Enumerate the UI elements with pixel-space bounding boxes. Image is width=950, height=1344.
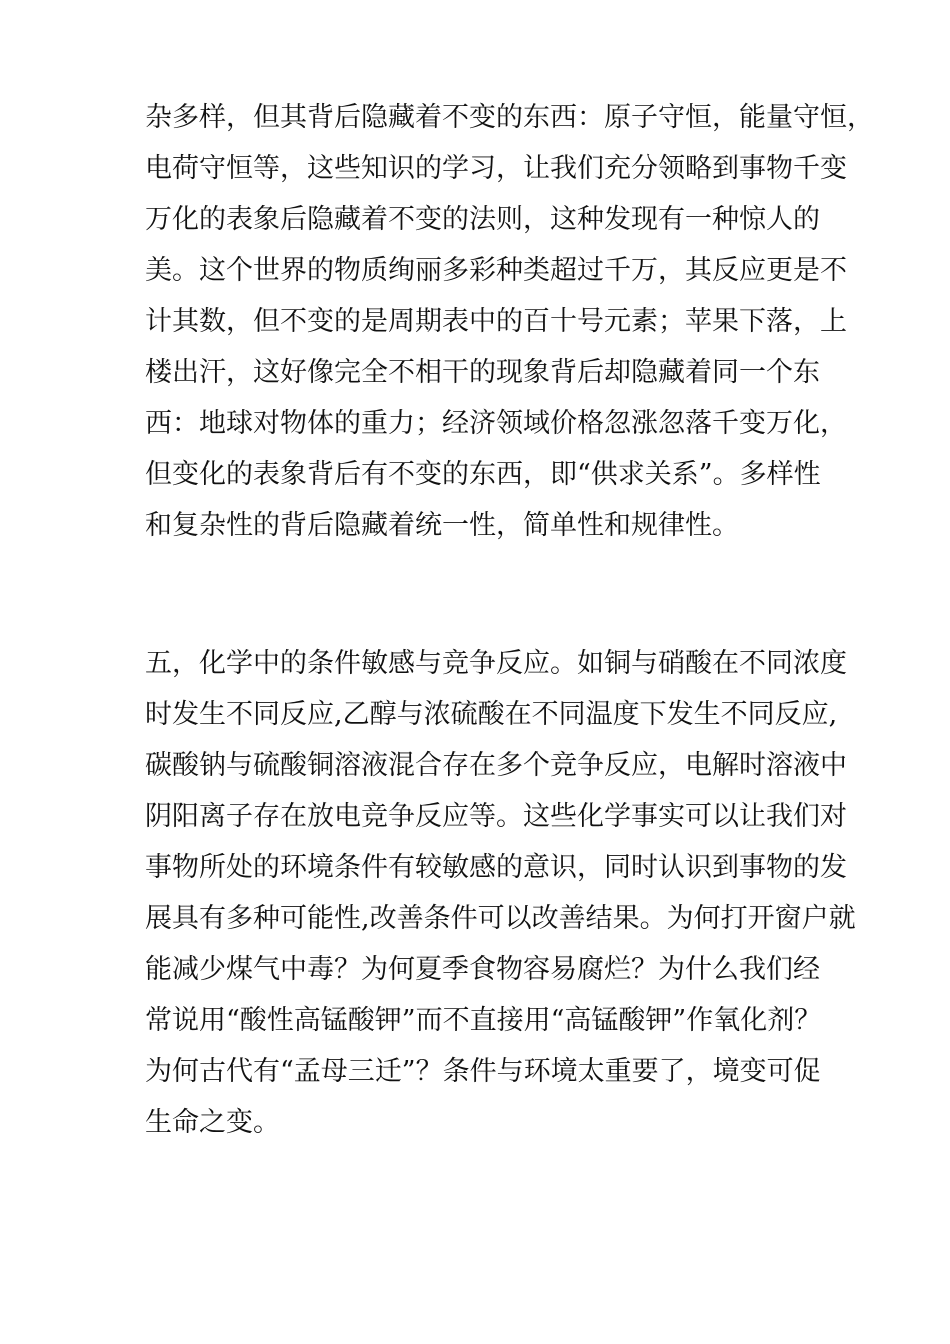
paragraph-line: 电荷守恒等，这些知识的学习，让我们充分领略到事物千变 [145, 153, 847, 184]
paragraph-line: 杂多样，但其背后隐藏着不变的东西：原子守恒，能量守恒， [145, 102, 874, 133]
paragraph-line: 展具有多种可能性,改善条件可以改善结果。为何打开窗户就 [145, 903, 856, 934]
paragraph-line: 西：地球对物体的重力；经济领域价格忽涨忽落千变万化， [145, 408, 847, 439]
paragraph-line: 碳酸钠与硫酸铜溶液混合存在多个竞争反应，电解时溶液中 [145, 750, 847, 781]
paragraph-line: 常说用“酸性高锰酸钾”而不直接用“高锰酸钾”作氧化剂？ [145, 1005, 822, 1036]
paragraph-line: 楼出汗，这好像完全不相干的现象背后却隐藏着同一个东 [145, 357, 820, 388]
paragraph-line: 时发生不同反应,乙醇与浓硫酸在不同温度下发生不同反应, [145, 699, 838, 730]
paragraph-line: 事物所处的环境条件有较敏感的意识，同时认识到事物的发 [145, 852, 847, 883]
paragraph-line: 阴阳离子存在放电竞争反应等。这些化学事实可以让我们对 [145, 801, 847, 832]
paragraph-line: 为何古代有“孟母三迁”？条件与环境太重要了，境变可促 [145, 1056, 821, 1087]
paragraph-line: 美。这个世界的物质绚丽多彩种类超过千万，其反应更是不 [145, 255, 847, 286]
paragraph-line: 万化的表象后隐藏着不变的法则，这种发现有一种惊人的 [145, 204, 820, 235]
paragraph-line: 五，化学中的条件敏感与竞争反应。如铜与硝酸在不同浓度 [145, 648, 847, 679]
paragraph-line: 生命之变。 [145, 1107, 280, 1138]
paragraph-line: 计其数，但不变的是周期表中的百十号元素；苹果下落，上 [145, 306, 847, 337]
paragraph-line: 和复杂性的背后隐藏着统一性，简单性和规律性。 [145, 510, 739, 541]
paragraph-line: 但变化的表象背后有不变的东西，即“供求关系”。多样性 [145, 459, 821, 490]
paragraph-line: 能减少煤气中毒？为何夏季食物容易腐烂？为什么我们经 [145, 954, 820, 985]
